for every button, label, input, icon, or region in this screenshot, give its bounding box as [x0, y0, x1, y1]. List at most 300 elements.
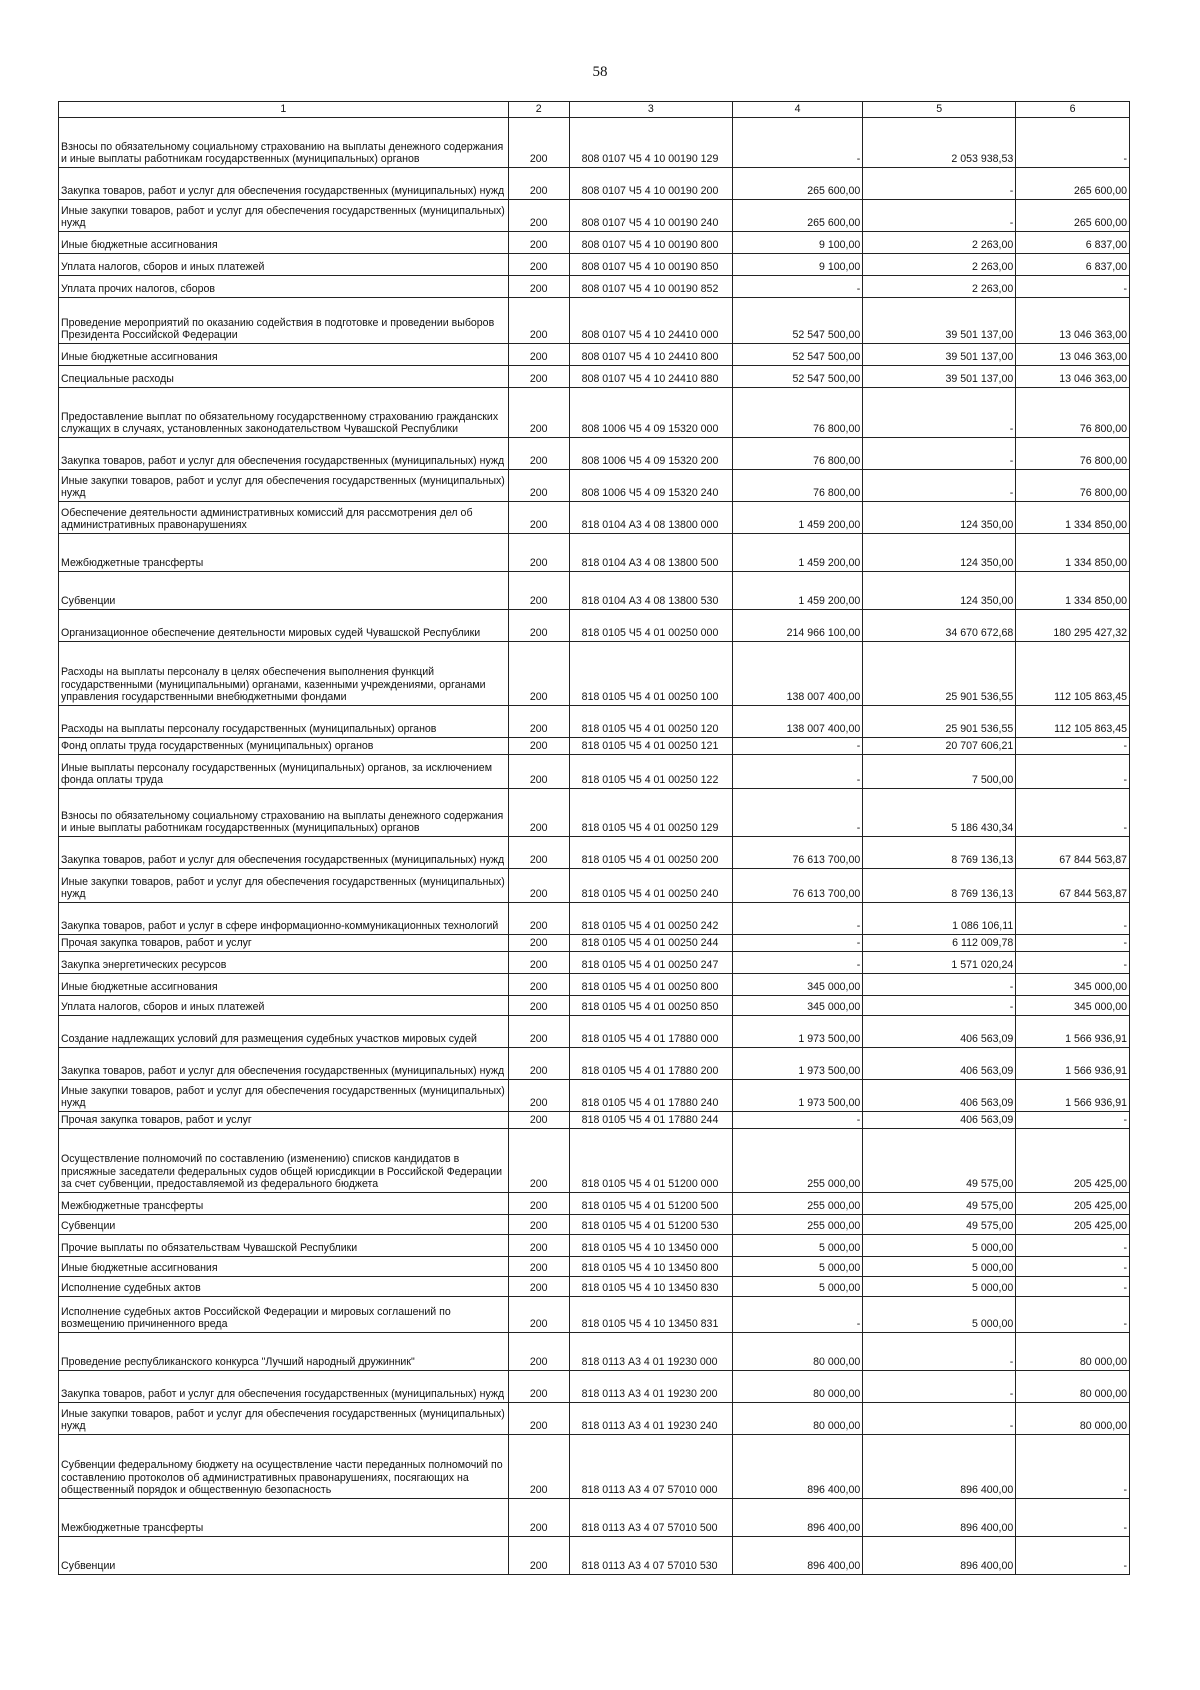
table-cell-c5: 6 112 009,78: [863, 935, 1016, 952]
table-cell-c6: -: [1016, 1435, 1130, 1499]
table-cell-c6: 76 800,00: [1016, 388, 1130, 438]
table-cell-c6: 13 046 363,00: [1016, 344, 1130, 366]
table-cell-c2: 200: [508, 232, 569, 254]
table-cell-c3: 818 0105 Ч5 4 01 00250 100: [569, 642, 732, 706]
table-cell-c2: 200: [508, 1215, 569, 1235]
table-cell-c1: Обеспечение деятельности административных комиссий для рассмотрения дел об административных правонарушениях: [59, 502, 509, 534]
table-cell-c5: 896 400,00: [863, 1435, 1016, 1499]
table-cell-c3: 818 0105 Ч5 4 01 00250 242: [569, 903, 732, 935]
table-cell-c3: 818 0113 А3 4 07 57010 530: [569, 1537, 732, 1575]
table-cell-c4: 1 459 200,00: [733, 572, 863, 610]
table-cell-c1: Иные закупки товаров, работ и услуг для обеспечения государственных (муниципальных) нужд: [59, 200, 509, 232]
table-row: [59, 572, 1130, 610]
table-cell-c2: 200: [508, 1499, 569, 1537]
table-cell-c4: 1 459 200,00: [733, 502, 863, 534]
table-cell-c6: -: [1016, 738, 1130, 755]
table-cell-c5: 39 501 137,00: [863, 344, 1016, 366]
table-cell-c2: 200: [508, 974, 569, 996]
table-cell-c5: 124 350,00: [863, 572, 1016, 610]
table-cell-c2: 200: [508, 344, 569, 366]
table-row: [59, 168, 1130, 200]
table-cell-c1: Закупка товаров, работ и услуг для обеспечения государственных (муниципальных) нужд: [59, 1048, 509, 1080]
table-cell-c2: 200: [508, 1537, 569, 1575]
table-cell-c1: Иные закупки товаров, работ и услуг для обеспечения государственных (муниципальных) нужд: [59, 1080, 509, 1112]
table-cell-c3: 818 0105 Ч5 4 01 17880 200: [569, 1048, 732, 1080]
table-cell-c3: 808 1006 Ч5 4 09 15320 240: [569, 470, 732, 502]
table-row: [59, 642, 1130, 706]
table-cell-c1: Исполнение судебных актов: [59, 1277, 509, 1297]
table-cell-c3: 818 0105 Ч5 4 10 13450 830: [569, 1277, 732, 1297]
table-cell-c6: 1 566 936,91: [1016, 1016, 1130, 1048]
table-cell-c2: 200: [508, 1277, 569, 1297]
table-cell-c3: 818 0105 Ч5 4 10 13450 831: [569, 1297, 732, 1333]
table-cell-c6: 180 295 427,32: [1016, 610, 1130, 642]
table-cell-c3: 818 0104 А3 4 08 13800 500: [569, 534, 732, 572]
table-cell-c3: 808 0107 Ч5 4 10 00190 800: [569, 232, 732, 254]
table-cell-c2: 200: [508, 738, 569, 755]
table-cell-c3: 818 0113 А3 4 01 19230 200: [569, 1371, 732, 1403]
column-header: 6: [1016, 102, 1130, 118]
table-cell-c6: -: [1016, 1499, 1130, 1537]
table-cell-c1: Предоставление выплат по обязательному государственному страхованию гражданских служащих в случаях, установленных законодательством Чувашской Республики: [59, 388, 509, 438]
table-cell-c3: 808 1006 Ч5 4 09 15320 200: [569, 438, 732, 470]
table-row: [59, 738, 1130, 755]
table-cell-c4: 1 973 500,00: [733, 1016, 863, 1048]
table-cell-c2: 200: [508, 1016, 569, 1048]
table-cell-c2: 200: [508, 952, 569, 974]
table-cell-c6: 112 105 863,45: [1016, 706, 1130, 738]
table-cell-c6: 1 334 850,00: [1016, 534, 1130, 572]
page-number: 58: [592, 64, 608, 80]
table-cell-c3: 818 0105 Ч5 4 01 17880 240: [569, 1080, 732, 1112]
table-row: [59, 1403, 1130, 1435]
table-cell-c4: 265 600,00: [733, 200, 863, 232]
table-cell-c6: -: [1016, 952, 1130, 974]
table-row: [59, 1215, 1130, 1235]
table-cell-c6: 80 000,00: [1016, 1403, 1130, 1435]
table-cell-c3: 808 0107 Ч5 4 10 00190 852: [569, 276, 732, 298]
table-cell-c1: Прочие выплаты по обязательствам Чувашской Республики: [59, 1235, 509, 1257]
table-cell-c3: 818 0113 А3 4 01 19230 240: [569, 1403, 732, 1435]
table-cell-c3: 818 0105 Ч5 4 01 00250 800: [569, 974, 732, 996]
table-cell-c4: 138 007 400,00: [733, 642, 863, 706]
table-row: [59, 534, 1130, 572]
table-cell-c3: 818 0105 Ч5 4 10 13450 800: [569, 1257, 732, 1277]
table-cell-c1: Иные бюджетные ассигнования: [59, 1257, 509, 1277]
table-cell-c5: 2 263,00: [863, 232, 1016, 254]
table-cell-c4: 5 000,00: [733, 1277, 863, 1297]
table-cell-c5: 2 263,00: [863, 276, 1016, 298]
table-cell-c2: 200: [508, 1403, 569, 1435]
table-cell-c2: 200: [508, 388, 569, 438]
table-cell-c2: 200: [508, 1257, 569, 1277]
table-cell-c4: 138 007 400,00: [733, 706, 863, 738]
table-row: [59, 388, 1130, 438]
table-cell-c2: 200: [508, 996, 569, 1016]
table-cell-c4: 345 000,00: [733, 974, 863, 996]
table-cell-c1: Уплата прочих налогов, сборов: [59, 276, 509, 298]
table-cell-c1: Закупка товаров, работ и услуг для обеспечения государственных (муниципальных) нужд: [59, 168, 509, 200]
table-row: [59, 200, 1130, 232]
table-row: [59, 1435, 1130, 1499]
table-cell-c3: 818 0105 Ч5 4 01 00250 244: [569, 935, 732, 952]
table-cell-c1: Прочая закупка товаров, работ и услуг: [59, 1112, 509, 1129]
table-row: [59, 1080, 1130, 1112]
table-cell-c6: -: [1016, 1537, 1130, 1575]
table-cell-c5: 8 769 136,13: [863, 869, 1016, 903]
table-row: [59, 837, 1130, 869]
table-cell-c3: 818 0105 Ч5 4 01 51200 530: [569, 1215, 732, 1235]
table-cell-c5: 406 563,09: [863, 1080, 1016, 1112]
table-cell-c3: 818 0105 Ч5 4 01 00250 129: [569, 789, 732, 837]
table-cell-c6: 6 837,00: [1016, 232, 1130, 254]
table-cell-c2: 200: [508, 869, 569, 903]
table-cell-c6: 265 600,00: [1016, 168, 1130, 200]
table-cell-c4: 76 800,00: [733, 438, 863, 470]
table-cell-c3: 808 1006 Ч5 4 09 15320 000: [569, 388, 732, 438]
table-cell-c1: Закупка товаров, работ и услуг в сфере информационно-коммуникационных технологий: [59, 903, 509, 935]
table-cell-c1: Межбюджетные трансферты: [59, 534, 509, 572]
table-cell-c1: Межбюджетные трансферты: [59, 1193, 509, 1215]
column-header: 5: [863, 102, 1016, 118]
column-header: 1: [59, 102, 509, 118]
table-cell-c5: 20 707 606,21: [863, 738, 1016, 755]
table-cell-c1: Взносы по обязательному социальному страхованию на выплаты денежного содержания и иные выплаты работникам государственных (муниципальных) органов: [59, 789, 509, 837]
table-cell-c3: 818 0104 А3 4 08 13800 000: [569, 502, 732, 534]
table-cell-c1: Осуществление полномочий по составлению (изменению) списков кандидатов в присяжные заседатели федеральных судов общей юрисдикции в Российской Федерации за счет субвенции, предоставляемой из федерального бюджета: [59, 1129, 509, 1193]
table-cell-c4: 255 000,00: [733, 1215, 863, 1235]
table-cell-c3: 818 0105 Ч5 4 01 00250 000: [569, 610, 732, 642]
budget-table: [58, 101, 1130, 1575]
table-row: [59, 1297, 1130, 1333]
table-cell-c3: 818 0105 Ч5 4 01 00250 120: [569, 706, 732, 738]
table-cell-c3: 818 0105 Ч5 4 01 17880 244: [569, 1112, 732, 1129]
table-cell-c4: 214 966 100,00: [733, 610, 863, 642]
table-cell-c3: 818 0105 Ч5 4 01 17880 000: [569, 1016, 732, 1048]
table-cell-c3: 818 0105 Ч5 4 01 00250 200: [569, 837, 732, 869]
table-cell-c4: 9 100,00: [733, 232, 863, 254]
table-cell-c2: 200: [508, 903, 569, 935]
table-cell-c2: 200: [508, 168, 569, 200]
table-cell-c5: -: [863, 1333, 1016, 1371]
table-cell-c6: -: [1016, 755, 1130, 789]
table-cell-c4: -: [733, 789, 863, 837]
table-header-row: [59, 102, 1130, 118]
table-cell-c2: 200: [508, 118, 569, 168]
table-cell-c2: 200: [508, 1080, 569, 1112]
table-cell-c5: 5 000,00: [863, 1297, 1016, 1333]
table-cell-c5: 5 186 430,34: [863, 789, 1016, 837]
table-cell-c6: 13 046 363,00: [1016, 366, 1130, 388]
table-cell-c6: 265 600,00: [1016, 200, 1130, 232]
table-cell-c3: 808 0107 Ч5 4 10 00190 240: [569, 200, 732, 232]
table-cell-c6: 205 425,00: [1016, 1193, 1130, 1215]
table-cell-c2: 200: [508, 935, 569, 952]
table-cell-c5: 49 575,00: [863, 1129, 1016, 1193]
table-cell-c5: 34 670 672,68: [863, 610, 1016, 642]
table-cell-c1: Иные закупки товаров, работ и услуг для обеспечения государственных (муниципальных) нужд: [59, 470, 509, 502]
table-cell-c1: Создание надлежащих условий для размещения судебных участков мировых судей: [59, 1016, 509, 1048]
table-cell-c6: 1 334 850,00: [1016, 502, 1130, 534]
table-cell-c6: -: [1016, 1257, 1130, 1277]
table-cell-c1: Субвенции: [59, 1537, 509, 1575]
table-cell-c4: 76 613 700,00: [733, 837, 863, 869]
table-cell-c6: 345 000,00: [1016, 996, 1130, 1016]
table-cell-c4: -: [733, 1112, 863, 1129]
table-cell-c5: 8 769 136,13: [863, 837, 1016, 869]
table-cell-c1: Прочая закупка товаров, работ и услуг: [59, 935, 509, 952]
table-cell-c6: -: [1016, 935, 1130, 952]
table-cell-c1: Уплата налогов, сборов и иных платежей: [59, 996, 509, 1016]
table-cell-c1: Иные бюджетные ассигнования: [59, 344, 509, 366]
table-cell-c6: 345 000,00: [1016, 974, 1130, 996]
table-cell-c6: 67 844 563,87: [1016, 837, 1130, 869]
table-cell-c2: 200: [508, 789, 569, 837]
table-cell-c5: 1 086 106,11: [863, 903, 1016, 935]
table-cell-c3: 808 0107 Ч5 4 10 24410 880: [569, 366, 732, 388]
table-row: [59, 1048, 1130, 1080]
table-cell-c1: Расходы на выплаты персоналу государственных (муниципальных) органов: [59, 706, 509, 738]
table-cell-c2: 200: [508, 1129, 569, 1193]
table-cell-c3: 818 0105 Ч5 4 01 00250 850: [569, 996, 732, 1016]
table-cell-c4: -: [733, 1297, 863, 1333]
table-cell-c3: 808 0107 Ч5 4 10 24410 800: [569, 344, 732, 366]
table-cell-c3: 818 0105 Ч5 4 01 00250 240: [569, 869, 732, 903]
table-cell-c3: 818 0113 А3 4 07 57010 500: [569, 1499, 732, 1537]
table-cell-c1: Закупка товаров, работ и услуг для обеспечения государственных (муниципальных) нужд: [59, 438, 509, 470]
table-cell-c6: -: [1016, 1277, 1130, 1297]
table-cell-c5: 39 501 137,00: [863, 366, 1016, 388]
table-cell-c6: 205 425,00: [1016, 1215, 1130, 1235]
table-cell-c2: 200: [508, 470, 569, 502]
table-cell-c5: 2 263,00: [863, 254, 1016, 276]
table-row: [59, 1499, 1130, 1537]
table-cell-c2: 200: [508, 502, 569, 534]
table-cell-c1: Фонд оплаты труда государственных (муниципальных) органов: [59, 738, 509, 755]
table-row: [59, 1129, 1130, 1193]
table-cell-c1: Иные закупки товаров, работ и услуг для обеспечения государственных (муниципальных) нужд: [59, 869, 509, 903]
table-row: [59, 118, 1130, 168]
table-row: [59, 789, 1130, 837]
table-cell-c5: -: [863, 388, 1016, 438]
table-cell-c6: -: [1016, 276, 1130, 298]
table-cell-c3: 818 0113 А3 4 01 19230 000: [569, 1333, 732, 1371]
table-cell-c1: Иные бюджетные ассигнования: [59, 232, 509, 254]
table-row: [59, 903, 1130, 935]
table-cell-c5: -: [863, 974, 1016, 996]
table-row: [59, 610, 1130, 642]
table-cell-c5: 2 053 938,53: [863, 118, 1016, 168]
table-cell-c2: 200: [508, 1193, 569, 1215]
table-row: [59, 1277, 1130, 1297]
table-cell-c6: -: [1016, 1235, 1130, 1257]
table-cell-c5: -: [863, 168, 1016, 200]
table-cell-c6: -: [1016, 789, 1130, 837]
table-row: [59, 869, 1130, 903]
table-row: [59, 706, 1130, 738]
table-cell-c2: 200: [508, 1048, 569, 1080]
table-cell-c6: 80 000,00: [1016, 1371, 1130, 1403]
table-cell-c6: 112 105 863,45: [1016, 642, 1130, 706]
table-cell-c6: 1 566 936,91: [1016, 1080, 1130, 1112]
table-cell-c5: 49 575,00: [863, 1193, 1016, 1215]
table-cell-c4: 76 800,00: [733, 388, 863, 438]
table-cell-c1: Проведение мероприятий по оказанию содействия в подготовке и проведении выборов Президента Российской Федерации: [59, 298, 509, 344]
table-row: [59, 344, 1130, 366]
table-cell-c1: Специальные расходы: [59, 366, 509, 388]
table-cell-c2: 200: [508, 610, 569, 642]
table-cell-c3: 818 0105 Ч5 4 01 51200 500: [569, 1193, 732, 1215]
column-header: 4: [733, 102, 863, 118]
table-cell-c3: 818 0105 Ч5 4 01 00250 121: [569, 738, 732, 755]
table-row: [59, 438, 1130, 470]
table-row: [59, 366, 1130, 388]
table-cell-c1: Расходы на выплаты персоналу в целях обеспечения выполнения функций государственными (муниципальными) органами, казенными учреждениями, органами управления государственными внебюджетными фондами: [59, 642, 509, 706]
table-cell-c1: Взносы по обязательному социальному страхованию на выплаты денежного содержания и иные выплаты работникам государственных (муниципальных) органов: [59, 118, 509, 168]
table-cell-c1: Исполнение судебных актов Российской Федерации и мировых соглашений по возмещению причиненного вреда: [59, 1297, 509, 1333]
table-cell-c5: 406 563,09: [863, 1112, 1016, 1129]
table-row: [59, 470, 1130, 502]
table-cell-c6: 205 425,00: [1016, 1129, 1130, 1193]
table-cell-c2: 200: [508, 1371, 569, 1403]
table-cell-c2: 200: [508, 534, 569, 572]
table-cell-c2: 200: [508, 366, 569, 388]
table-cell-c4: 1 973 500,00: [733, 1048, 863, 1080]
table-cell-c6: 1 566 936,91: [1016, 1048, 1130, 1080]
table-cell-c5: 5 000,00: [863, 1277, 1016, 1297]
table-cell-c2: 200: [508, 254, 569, 276]
table-row: [59, 502, 1130, 534]
table-cell-c4: 1 973 500,00: [733, 1080, 863, 1112]
table-row: [59, 1235, 1130, 1257]
table-row: [59, 996, 1130, 1016]
table-cell-c6: 1 334 850,00: [1016, 572, 1130, 610]
table-cell-c5: 49 575,00: [863, 1215, 1016, 1235]
table-cell-c3: 808 0107 Ч5 4 10 00190 129: [569, 118, 732, 168]
table-cell-c5: 25 901 536,55: [863, 642, 1016, 706]
table-cell-c6: 76 800,00: [1016, 438, 1130, 470]
table-cell-c5: 5 000,00: [863, 1235, 1016, 1257]
table-cell-c2: 200: [508, 1435, 569, 1499]
table-cell-c1: Уплата налогов, сборов и иных платежей: [59, 254, 509, 276]
table-row: [59, 1333, 1130, 1371]
table-row: [59, 254, 1130, 276]
table-cell-c5: 896 400,00: [863, 1499, 1016, 1537]
table-cell-c3: 818 0105 Ч5 4 01 00250 247: [569, 952, 732, 974]
table-cell-c1: Организационное обеспечение деятельности мировых судей Чувашской Республики: [59, 610, 509, 642]
table-cell-c3: 818 0113 А3 4 07 57010 000: [569, 1435, 732, 1499]
table-cell-c6: 6 837,00: [1016, 254, 1130, 276]
table-cell-c5: -: [863, 470, 1016, 502]
table-cell-c5: 124 350,00: [863, 502, 1016, 534]
table-cell-c6: 80 000,00: [1016, 1333, 1130, 1371]
table-cell-c1: Иные бюджетные ассигнования: [59, 974, 509, 996]
table-cell-c3: 818 0104 А3 4 08 13800 530: [569, 572, 732, 610]
table-cell-c4: -: [733, 118, 863, 168]
table-cell-c4: 255 000,00: [733, 1193, 863, 1215]
table-cell-c2: 200: [508, 1333, 569, 1371]
table-cell-c3: 808 0107 Ч5 4 10 00190 200: [569, 168, 732, 200]
table-cell-c3: 818 0105 Ч5 4 01 51200 000: [569, 1129, 732, 1193]
table-cell-c2: 200: [508, 1297, 569, 1333]
table-cell-c1: Субвенции: [59, 1215, 509, 1235]
table-cell-c4: 896 400,00: [733, 1499, 863, 1537]
table-cell-c2: 200: [508, 706, 569, 738]
table-cell-c3: 818 0105 Ч5 4 10 13450 000: [569, 1235, 732, 1257]
table-cell-c4: -: [733, 935, 863, 952]
table-row: [59, 1016, 1130, 1048]
table-cell-c4: 52 547 500,00: [733, 344, 863, 366]
table-cell-c1: Субвенции: [59, 572, 509, 610]
table-cell-c2: 200: [508, 755, 569, 789]
table-cell-c3: 808 0107 Ч5 4 10 24410 000: [569, 298, 732, 344]
table-cell-c4: -: [733, 738, 863, 755]
table-cell-c1: Закупка товаров, работ и услуг для обеспечения государственных (муниципальных) нужд: [59, 837, 509, 869]
table-cell-c6: -: [1016, 1112, 1130, 1129]
table-cell-c4: 76 613 700,00: [733, 869, 863, 903]
table-row: [59, 276, 1130, 298]
table-cell-c6: -: [1016, 1297, 1130, 1333]
column-header: 2: [508, 102, 569, 118]
table-row: [59, 952, 1130, 974]
table-cell-c5: 5 000,00: [863, 1257, 1016, 1277]
table-cell-c5: 1 571 020,24: [863, 952, 1016, 974]
table-cell-c6: 76 800,00: [1016, 470, 1130, 502]
table-cell-c5: -: [863, 1371, 1016, 1403]
table-cell-c4: 76 800,00: [733, 470, 863, 502]
table-cell-c2: 200: [508, 438, 569, 470]
table-row: [59, 1371, 1130, 1403]
table-cell-c5: -: [863, 200, 1016, 232]
table-cell-c3: 818 0105 Ч5 4 01 00250 122: [569, 755, 732, 789]
table-cell-c1: Закупка товаров, работ и услуг для обеспечения государственных (муниципальных) нужд: [59, 1371, 509, 1403]
table-cell-c1: Закупка энергетических ресурсов: [59, 952, 509, 974]
table-row: [59, 1112, 1130, 1129]
table-cell-c6: -: [1016, 118, 1130, 168]
table-row: [59, 755, 1130, 789]
table-row: [59, 1537, 1130, 1575]
table-cell-c2: 200: [508, 1112, 569, 1129]
table-cell-c2: 200: [508, 200, 569, 232]
table-cell-c4: -: [733, 952, 863, 974]
table-cell-c1: Иные закупки товаров, работ и услуг для обеспечения государственных (муниципальных) нужд: [59, 1403, 509, 1435]
table-cell-c1: Проведение республиканского конкурса "Лучший народный дружинник": [59, 1333, 509, 1371]
table-cell-c5: 406 563,09: [863, 1016, 1016, 1048]
column-header: 3: [569, 102, 732, 118]
table-cell-c4: -: [733, 903, 863, 935]
table-row: [59, 974, 1130, 996]
table-cell-c5: 896 400,00: [863, 1537, 1016, 1575]
table-cell-c5: -: [863, 438, 1016, 470]
table-cell-c4: 80 000,00: [733, 1333, 863, 1371]
table-cell-c2: 200: [508, 572, 569, 610]
table-row: [59, 298, 1130, 344]
table-row: [59, 935, 1130, 952]
table-cell-c2: 200: [508, 1235, 569, 1257]
table-cell-c4: 80 000,00: [733, 1371, 863, 1403]
table-cell-c2: 200: [508, 837, 569, 869]
table-cell-c5: 406 563,09: [863, 1048, 1016, 1080]
table-cell-c1: Иные выплаты персоналу государственных (муниципальных) органов, за исключением фонда оплаты труда: [59, 755, 509, 789]
table-cell-c1: Субвенции федеральному бюджету на осуществление части переданных полномочий по составлению протоколов об административных правонарушениях, посягающих на общественный порядок и общественную безопасность: [59, 1435, 509, 1499]
table-cell-c5: 39 501 137,00: [863, 298, 1016, 344]
table-cell-c2: 200: [508, 298, 569, 344]
table-cell-c4: 80 000,00: [733, 1403, 863, 1435]
table-row: [59, 1257, 1130, 1277]
table-cell-c4: -: [733, 755, 863, 789]
table-cell-c6: 13 046 363,00: [1016, 298, 1130, 344]
table-cell-c4: 896 400,00: [733, 1537, 863, 1575]
